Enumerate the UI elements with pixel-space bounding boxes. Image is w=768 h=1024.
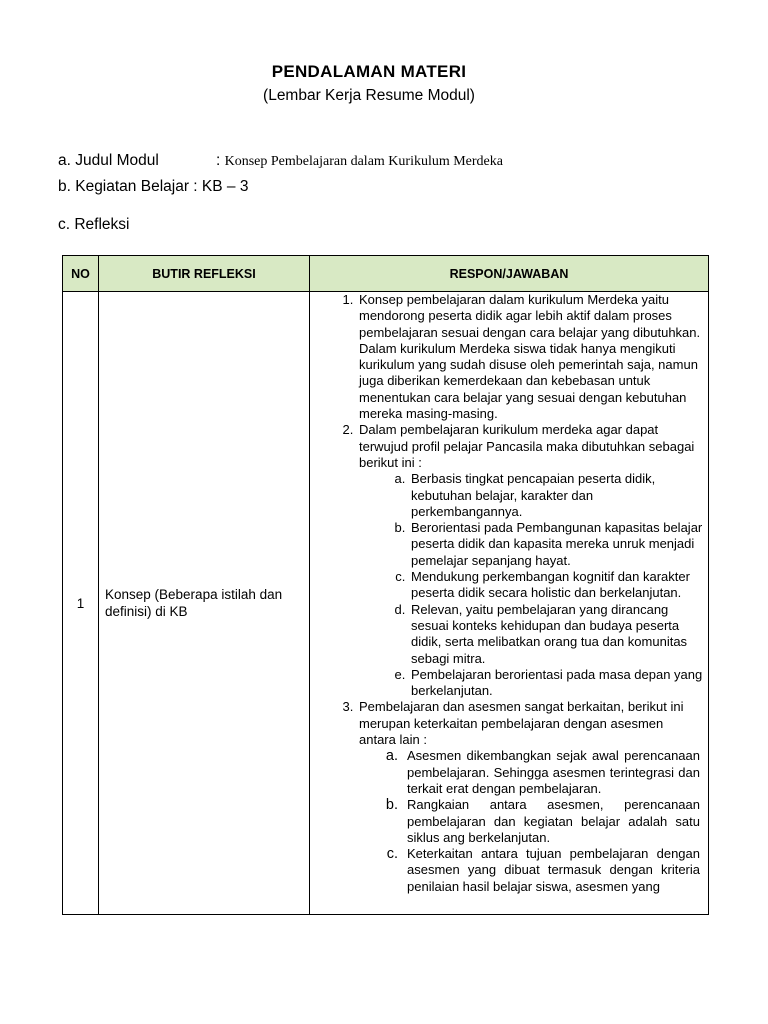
header-no: NO xyxy=(63,256,99,292)
meta-judul-sep: : xyxy=(216,152,225,169)
list-item: 2. Dalam pembelajaran kurikulum merdeka agar dapat terwujud profil pelajar Pancasila maka dibutuhkan sebagai berikut ini : a. Berbasis tingkat pencapaian peserta didik, kebutuhan belajar, karakter dan perkembangannya. b. Berorientasi pada Pembangunan kapasitas belajar peserta didik dan kapasita mereka unruk menjadi pemelajar sepanjang hayat. c. Mendukung perkembangan kognitif dan karakter peserta didik secara holistic dan berkelanjutan. d. Relevan, yaitu pembelajaran yang dirancang sesuai konteks kehidupan dan budaya peserta didik, serta melibatkan orang tua dan komunitas sebagi mitra. e. Pembelajaran berorientasi pada masa depan yang berkelanjutan. xyxy=(357,422,708,699)
meta-kegiatan-label: b. Kegiatan Belajar xyxy=(58,178,189,195)
table-header-row xyxy=(63,256,709,292)
respon-list xyxy=(310,292,708,895)
page-title: PENDALAMAN MATERI xyxy=(271,62,467,81)
sub-list-item: d. Relevan, yaitu pembelajaran yang dirancang sesuai konteks kehidupan dan budaya peserta didik, serta melibatkan orang tua dan komunitas sebagi mitra. xyxy=(409,602,708,667)
sub-list-item: b. Berorientasi pada Pembangunan kapasitas belajar peserta didik dan kapasita mereka unruk menjadi pemelajar sepanjang hayat. xyxy=(409,520,708,569)
header-respon: RESPON/JAWABAN xyxy=(310,256,709,292)
sub-list-item: e. Pembelajaran berorientasi pada masa depan yang berkelanjutan. xyxy=(409,667,708,700)
list-item: 1. Konsep pembelajaran dalam kurikulum Merdeka yaitu mendorong peserta didik agar lebih aktif dalam proses pembelajaran sesuai dengan cara belajar yang dibutuhkan. Dalam kurikulum Merdeka siswa tidak hanya mengikuti kurikulum yang sudah disuse oleh pemerintah saja, namun juga diberikan kemerdekaan dan kebebasan untuk menentukan cara belajar yang sesuai dengan kebutuhan mereka masing-masing. xyxy=(357,292,708,422)
meta-judul-value: Konsep Pembelajaran dalam Kurikulum Merdeka xyxy=(224,154,503,169)
sub-list xyxy=(359,471,708,699)
sub-list-item: b. Rangkaian antara asesmen, perencanaan pembelajaran dan kegiatan belajar adalah satu siklus ang berkelanjutan. xyxy=(402,797,708,846)
row-no: 1 xyxy=(63,292,99,915)
sub-list-item: a. Berbasis tingkat pencapaian peserta didik, kebutuhan belajar, karakter dan perkembangannya. xyxy=(409,471,708,520)
meta-judul-row xyxy=(58,152,503,170)
row-butir: Konsep (Beberapa istilah dan definisi) di KB xyxy=(99,292,310,915)
meta-kegiatan-row xyxy=(58,178,248,196)
sub-list-item: c. Keterkaitan antara tujuan pembelajaran dengan asesmen yang dibuat termasuk dengan kriteria penilaian hasil belajar siswa, asesmen yang xyxy=(402,846,708,895)
list-item: 3. Pembelajaran dan asesmen sangat berkaitan, berikut ini merupan keterkaitan pembelajaran dengan asesmen antara lain : a. Asesmen dikembangkan sejak awal perencanaan pembelajaran. Sehingga asesmen terintegrasi dan terkait erat dengan pembelajaran. b. Rangkaian antara asesmen, perencanaan pembelajaran dan kegiatan belajar adalah satu siklus ang berkelanjutan. c. Keterkaitan antara tujuan pembelajaran dengan asesmen yang dibuat termasuk dengan kriteria penilaian hasil belajar siswa, asesmen yang xyxy=(357,699,708,895)
page-subtitle: (Lembar Kerja Resume Modul) xyxy=(263,87,475,104)
table-row xyxy=(63,292,709,915)
header-butir: BUTIR REFLEKSI xyxy=(99,256,310,292)
meta-refleksi-label: c. Refleksi xyxy=(58,216,130,233)
sub-list-item: c. Mendukung perkembangan kognitif dan karakter peserta didik secara holistic dan berkelanjutan. xyxy=(409,569,708,602)
row-respon xyxy=(310,292,709,915)
sub-list-item: a. Asesmen dikembangkan sejak awal perencanaan pembelajaran. Sehingga asesmen terintegrasi dan terkait erat dengan pembelajaran. xyxy=(402,748,708,797)
meta-kegiatan-value: : KB – 3 xyxy=(188,178,249,195)
meta-judul-label: a. Judul Modul xyxy=(58,152,159,169)
reflection-table xyxy=(62,255,709,915)
sub-list xyxy=(359,748,708,895)
